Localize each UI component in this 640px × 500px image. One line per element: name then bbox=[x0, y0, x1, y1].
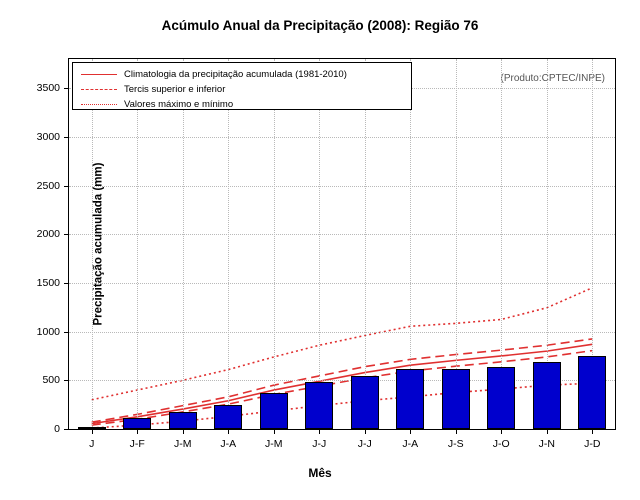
x-tick-mark bbox=[547, 429, 548, 434]
y-tick-label: 2500 bbox=[36, 179, 60, 192]
gridline-vertical bbox=[183, 59, 184, 429]
y-tick-mark bbox=[64, 283, 69, 284]
x-tick-label: J-A bbox=[220, 438, 237, 450]
bar-J-N bbox=[533, 362, 561, 429]
bar-J-M bbox=[260, 393, 288, 429]
x-tick-label: J-J bbox=[312, 438, 327, 450]
x-tick-label: J-J bbox=[357, 438, 372, 450]
legend-solid-line-icon bbox=[81, 74, 117, 75]
y-tick-mark bbox=[64, 380, 69, 381]
y-axis-label: Precipitação acumulada (mm) bbox=[92, 162, 105, 326]
x-tick-label: J-M bbox=[174, 438, 192, 450]
gridline-vertical bbox=[274, 59, 275, 429]
bar-J-A bbox=[396, 369, 424, 429]
series-line bbox=[92, 288, 593, 400]
y-tick-label: 2000 bbox=[36, 228, 60, 241]
series-line bbox=[92, 383, 593, 428]
legend-dotted-line-icon bbox=[81, 104, 117, 105]
gridline-horizontal bbox=[69, 283, 615, 284]
x-tick-label: J-D bbox=[584, 438, 601, 450]
x-tick-mark bbox=[319, 429, 320, 434]
y-tick-label: 1000 bbox=[36, 325, 60, 338]
page-title: Acúmulo Anual da Precipitação (2008): Região 76 bbox=[161, 18, 479, 33]
gridline-horizontal bbox=[69, 186, 615, 187]
y-tick-label: 500 bbox=[42, 374, 60, 387]
bar-J-S bbox=[442, 369, 470, 429]
x-tick-mark bbox=[228, 429, 229, 434]
x-tick-mark bbox=[365, 429, 366, 434]
y-tick-mark bbox=[64, 137, 69, 138]
x-tick-label: J-M bbox=[265, 438, 283, 450]
x-tick-label: J-N bbox=[538, 438, 555, 450]
legend-item-climatologia bbox=[81, 68, 403, 81]
legend-item-tercis bbox=[81, 83, 403, 96]
gridline-horizontal bbox=[69, 234, 615, 235]
y-tick-label: 3000 bbox=[36, 130, 60, 143]
plot-area bbox=[36, 58, 616, 450]
series-line bbox=[92, 351, 593, 425]
y-tick-label: 1500 bbox=[36, 276, 60, 289]
x-tick-label: J-O bbox=[492, 438, 510, 450]
bar-J-O bbox=[487, 367, 515, 429]
legend-label: Valores máximo e mínimo bbox=[124, 99, 234, 110]
x-tick-mark bbox=[92, 429, 93, 434]
bar-J-M bbox=[169, 412, 197, 429]
gridline-vertical bbox=[319, 59, 320, 429]
gridline-vertical bbox=[228, 59, 229, 429]
x-tick-mark bbox=[501, 429, 502, 434]
bar-J-D bbox=[578, 356, 606, 429]
producer-annotation: (Produto:CPTEC/INPE) bbox=[500, 73, 605, 84]
y-tick-mark bbox=[64, 186, 69, 187]
x-tick-mark bbox=[592, 429, 593, 434]
bar-J-J bbox=[351, 376, 379, 429]
legend-label: Tercis superior e inferior bbox=[124, 84, 226, 95]
gridline-horizontal bbox=[69, 137, 615, 138]
x-tick-label: J-F bbox=[129, 438, 145, 450]
gridline-vertical bbox=[92, 59, 93, 429]
gridline-vertical bbox=[365, 59, 366, 429]
bar-J-F bbox=[123, 418, 151, 429]
y-tick-label: 3500 bbox=[36, 82, 60, 95]
x-tick-label: J-A bbox=[402, 438, 419, 450]
y-tick-mark bbox=[64, 234, 69, 235]
legend bbox=[72, 62, 412, 110]
x-tick-mark bbox=[274, 429, 275, 434]
x-tick-mark bbox=[456, 429, 457, 434]
x-axis-label: Mês bbox=[308, 466, 332, 480]
y-tick-mark bbox=[64, 332, 69, 333]
bar-J-J bbox=[305, 382, 333, 429]
legend-item-extremos bbox=[81, 98, 403, 111]
x-tick-label: J-S bbox=[447, 438, 464, 450]
legend-label: Climatologia da precipitação acumulada (1981-2010) bbox=[124, 69, 347, 80]
x-tick-mark bbox=[137, 429, 138, 434]
x-tick-label: J bbox=[89, 438, 95, 450]
x-tick-mark bbox=[410, 429, 411, 434]
legend-dashed-line-icon bbox=[81, 89, 117, 90]
x-tick-mark bbox=[183, 429, 184, 434]
bar-J-A bbox=[214, 405, 242, 429]
gridline-horizontal bbox=[69, 332, 615, 333]
y-tick-mark bbox=[64, 88, 69, 89]
gridline-vertical bbox=[137, 59, 138, 429]
y-tick-mark bbox=[64, 429, 69, 430]
y-tick-label: 0 bbox=[54, 423, 60, 435]
